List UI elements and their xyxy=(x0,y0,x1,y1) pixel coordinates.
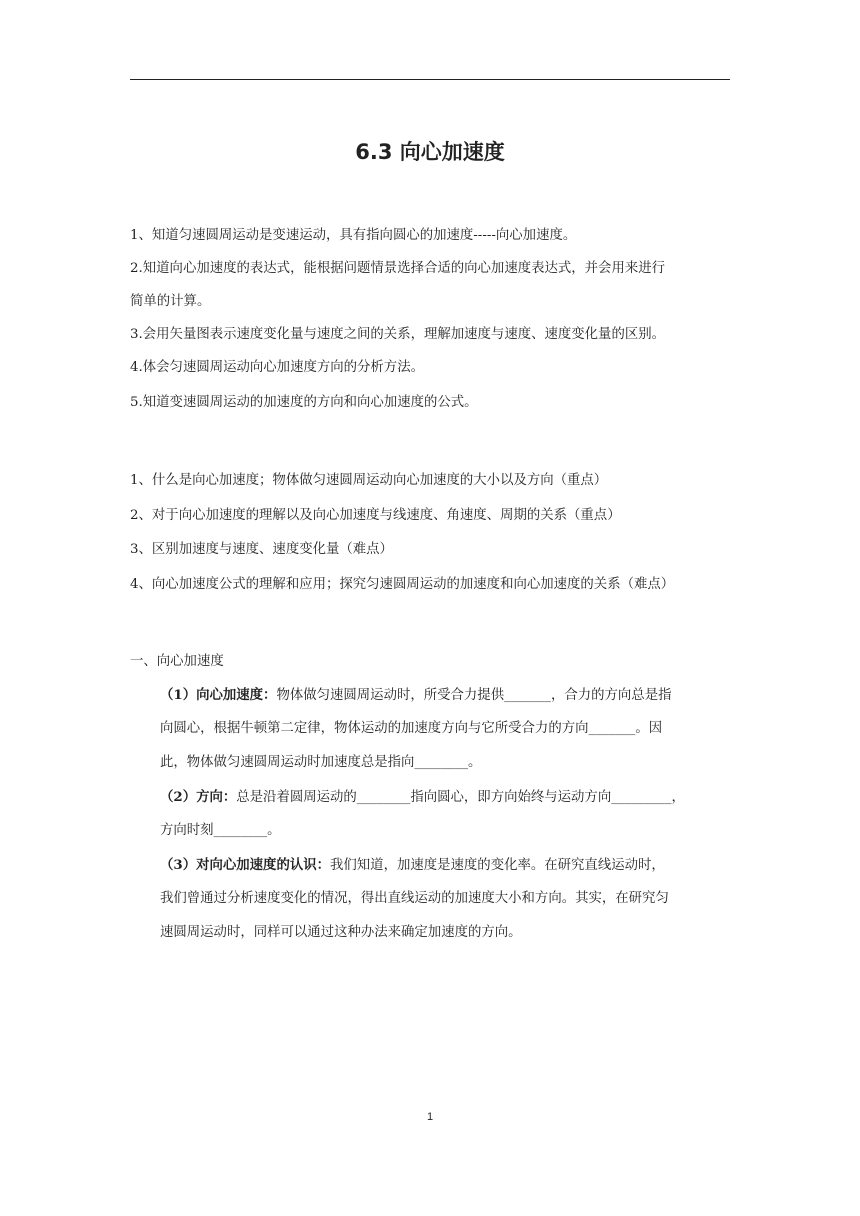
section-heading: 一、向心加速度 xyxy=(130,654,224,669)
paragraph-1-line-2: 向圆心，根据牛顿第二定律，物体运动的加速度方向与它所受合力的方向_______。因 xyxy=(160,721,663,736)
page-title: 6.3 向心加速度 xyxy=(355,140,505,164)
paragraph-2-text: 总是沿着圆周运动的________指向圆心，即方向始终与运动方向_________， xyxy=(236,790,685,805)
header-rule xyxy=(130,79,730,80)
paragraph-1-text: 物体做匀速圆周运动时，所受合力提供_______，合力的方向总是指 xyxy=(276,688,672,703)
paragraph-3-line-3: 速圆周运动时，同样可以通过这种办法来确定加速度的方向。 xyxy=(160,925,522,940)
paragraph-3-label: （3）对向心加速度的认识： xyxy=(160,857,331,873)
objective-5: 5.知道变速圆周运动的加速度的方向和向心加速度的公式。 xyxy=(130,395,478,410)
page-number: 1 xyxy=(426,1111,434,1123)
paragraph-1-line-3: 此，物体做匀速圆周运动时加速度总是指向________。 xyxy=(160,755,482,770)
objective-1: 1、知道匀速圆周运动是变速运动，具有指向圆心的加速度-----向心加速度。 xyxy=(130,228,577,243)
key-point-3: 3、区别加速度与速度、速度变化量（难点） xyxy=(130,542,393,557)
objective-4: 4.体会匀速圆周运动向心加速度方向的分析方法。 xyxy=(130,360,424,375)
key-point-4: 4、向心加速度公式的理解和应用；探究匀速圆周运动的加速度和向心加速度的关系（难点） xyxy=(130,577,675,592)
key-point-1: 1、什么是向心加速度；物体做匀速圆周运动向心加速度的大小以及方向（重点） xyxy=(130,473,608,488)
paragraph-1-label: （1）向心加速度： xyxy=(160,687,277,703)
key-point-2: 2、对于向心加速度的理解以及向心加速度与线速度、角速度、周期的关系（重点） xyxy=(130,508,621,523)
paragraph-3-line-2: 我们曾通过分析速度变化的情况，得出直线运动的加速度大小和方向。其实，在研究匀 xyxy=(160,891,669,906)
objective-2-cont: 简单的计算。 xyxy=(130,294,211,309)
paragraph-2-line-1 xyxy=(160,787,685,808)
paragraph-3-line-1 xyxy=(160,855,665,876)
paragraph-2-line-2: 方向时刻________。 xyxy=(160,823,281,838)
objective-3: 3.会用矢量图表示速度变化量与速度之间的关系，理解加速度与速度、速度变化量的区别。 xyxy=(130,327,666,342)
paragraph-1-line-1 xyxy=(160,685,671,706)
paragraph-3-text: 我们知道，加速度是速度的变化率。在研究直线运动时， xyxy=(330,858,665,873)
objective-2: 2.知道向心加速度的表达式，能根据问题情景选择合适的向心加速度表达式，并会用来进行 xyxy=(130,261,666,276)
paragraph-2-label: （2）方向： xyxy=(160,789,237,805)
